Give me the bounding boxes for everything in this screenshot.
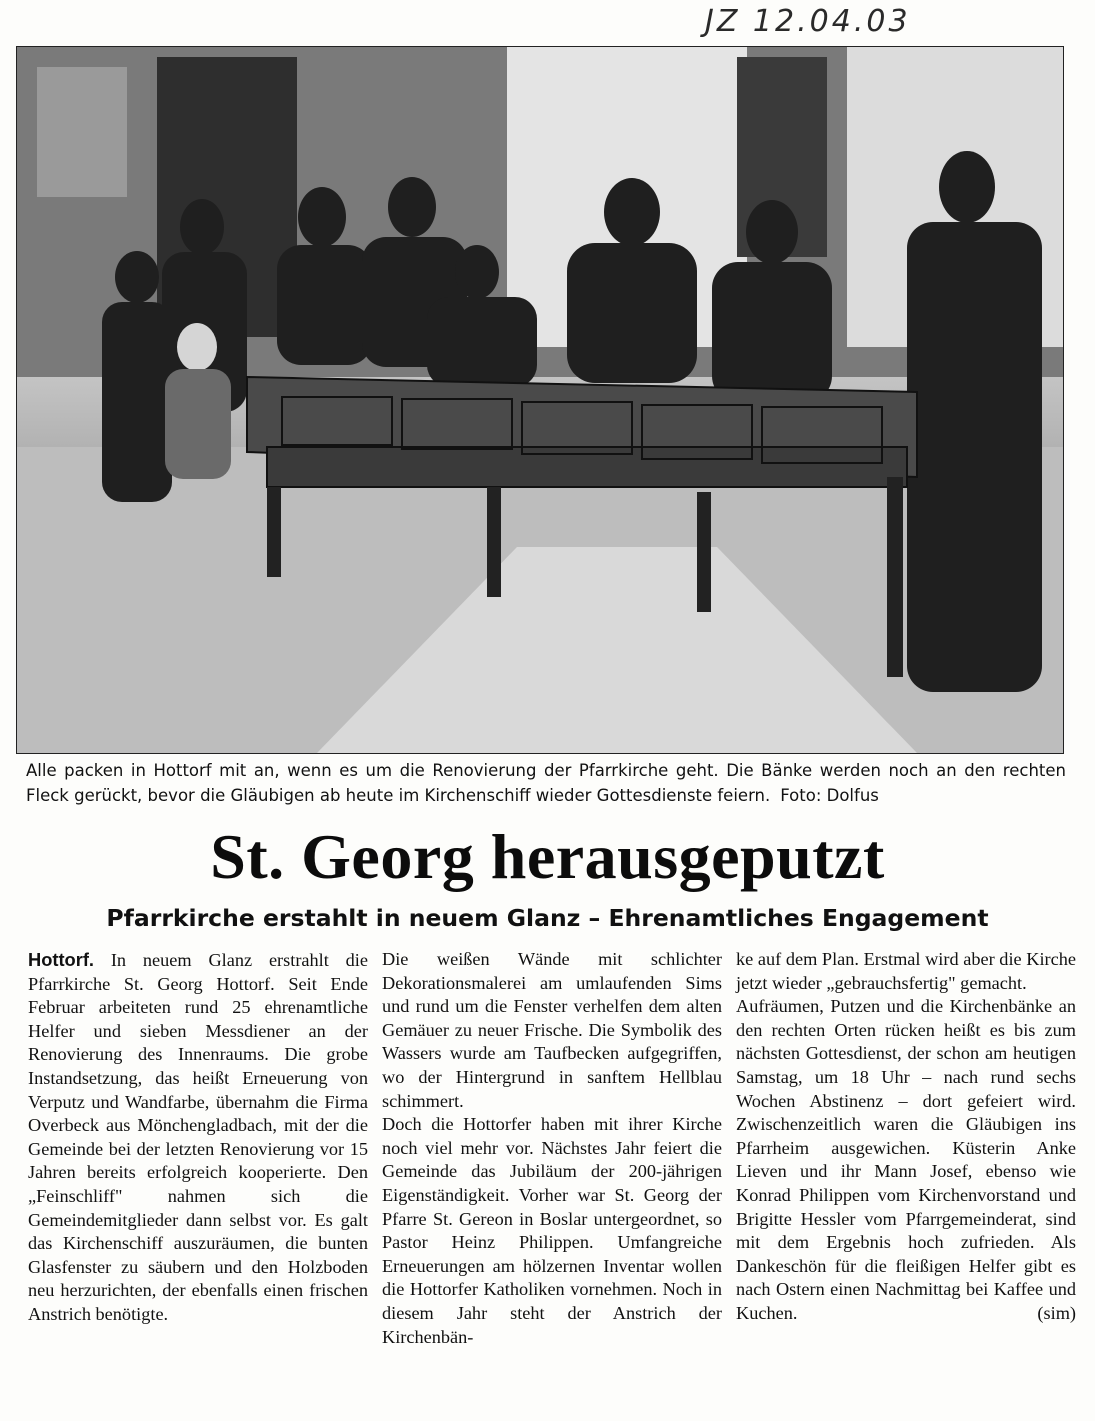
photo-caption (26, 758, 1066, 808)
column-1-text: In neuem Glanz erstrahlt die Pfarrkirche St. Georg Hottorf. Seit Ende Februar arbeiteten rund 25 ehrenamtliche Helfer und sieben Messdiener an der Renovierung des Innenraums. Die grobe Instandsetzung, das heißt Erneuerung von Verputz und Wandfarbe, übernahm die Firma Overbeck aus Mönchengladbach, mit der die Gemeinde bei der letzten Renovierung vor 15 Jahren bereits erfolgreich kooperierte. Den „Feinschliff" nahmen sich die Gemeindemitglieder dann selbst vor. Es galt das Kirchenschiff auszuräumen, die bunten Glasfenster zu säubern und den Holzboden neu herzurichten, der ebenfalls einen frischen Anstrich benötigte. (28, 950, 369, 1324)
column-3-paragraph-1: ke auf dem Plan. Erstmal wird aber die Kirche jetzt wieder „gebrauchsfertig" gemacht. (736, 949, 1076, 993)
article-body (28, 948, 1078, 1421)
article-subheadline: Pfarrkirche erstahlt in neuem Glanz – Ehrenamtliches Engagement (106, 904, 989, 932)
column-3-paragraph-2: Aufräumen, Putzen und die Kirchenbänke an den rechten Orten rücken heißt es bis zum nächsten Gottesdienst, der schon am heutigen Samstag, um 18 Uhr – nach rund sechs Wochen Abstinenz – dort gefeiert wird. Zwischenzeitlich waren die Gläubigen ins Pfarrheim ausgewichen. Küsterin Anke Lieven und ihr Mann Josef, ebenso wie Konrad Philippen vom Kirchenvorstand und Brigitte Hessler vom Pfarrgemeinderat, sind mit dem Ergebnis hoch zufrieden. Als Dankeschön für die fleißigen Helfer gibt es nach Ostern einen Nachmittag bei Kaffee und Kuchen. (736, 996, 1076, 1323)
article-column-3 (736, 948, 1076, 1421)
column-2-paragraph-1: Die weißen Wände mit schlichter Dekorationsmalerei am umlaufenden Sims und rund um die Fenster verhelfen dem alten Gemäuer zu neuer Frische. Die Symbolik des Wassers wurde am Taufbecken aufgegriffen, wo der Hintergrund in sanftem Hellblau schimmert. (382, 949, 722, 1111)
author-signoff: (sim) (1037, 1302, 1076, 1323)
caption-text: Alle packen in Hottorf mit an, wenn es um die Renovierung der Pfarrkirche geht. Die Bänke werden noch an den rechten Fleck gerückt, bevor die Gläubigen ab heute im Kirchenschiff wieder Gottesdienste feiern. (26, 761, 1066, 805)
article-column-2 (382, 948, 722, 1421)
article-photo (16, 46, 1064, 754)
article-column-1 (28, 948, 368, 1421)
dateline: Hottorf. (28, 949, 94, 970)
column-2-paragraph-2: Doch die Hottorfer haben mit ihrer Kirche noch viel mehr vor. Nächstes Jahr feiert die Gemeinde das Jubiläum der 200-jährigen Eigenständigkeit. Vorher war St. Georg der Pfarre St. Gereon in Boslar untergeordnet, so Pastor Heinz Philippen. Umfangreiche Erneuerungen am hölzernen Inventar wollen die Hottorfer Katholiken vornehmen. Noch in diesem Jahr steht der Anstrich der Kirchenbän- (382, 1114, 722, 1347)
handwritten-date-note: JZ 12.04.03 (705, 4, 911, 39)
photo-illustration (17, 47, 1063, 753)
photo-credit: Foto: Dolfus (780, 786, 879, 805)
article-headline: St. Georg herausgeputzt (210, 821, 885, 892)
